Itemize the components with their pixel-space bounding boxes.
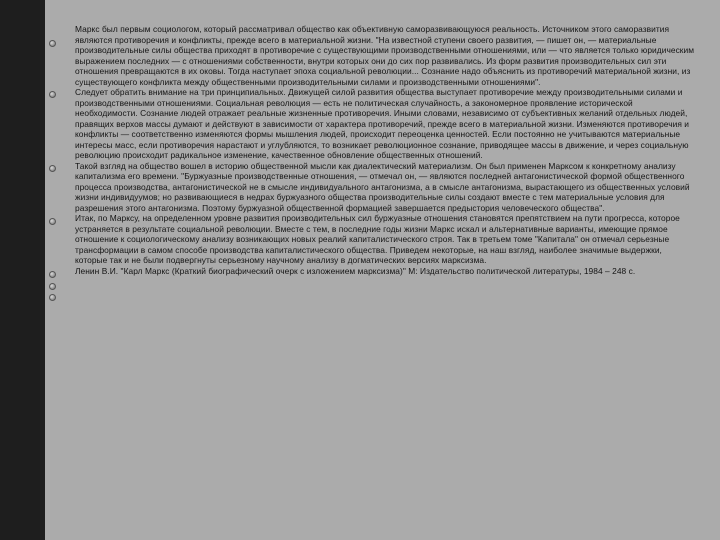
paragraph-text: Такой взгляд на общество вошел в историю общественной мысли как диалектический материализм. Он был применен Марксом к конкретному анализу капитализма его времени. "Буржуазные производственные отношения, — отмечал он, — являются последней антагонистической формой общественного процесса производства, антагонистической не в смысле индивидуального антагонизма, а в смысле антагонизма, вырастающего из общественных условий жизни индивидуумов; но развивающиеся в недрах буржуазного общества производительные силы создают вместе с тем материальные условия для разрешения этого антагонизма. Поэтому буржуазной общественной формацией завершается предыстория человеческого общества". [75,160,690,213]
paragraph-text: Итак, по Марксу, на определенном уровне развития производительных сил буржуазные отношения становятся препятствием на пути прогресса, которое устраняется в результате социальной революции. Вместе с тем, в последние годы жизни Маркс искал и альтернативные варианты, имеющие прямое отношение к социологическому анализу возникающих новых реалий капиталистического строя. Так в третьем томе "Капитала" он отмечал серьезные трансформации в самом способе производства капиталистического общества. Приведем некоторые, на наш взгляд, наиболее значимые выдержки, которые так и не были подвергнуты серьезному научному анализу в догматических версиях марксизма. [75,213,680,265]
list-item-empty [45,276,720,287]
content-panel [45,0,720,540]
list-item [45,87,720,161]
bullet-icon [49,91,56,98]
bullet-list [45,24,720,298]
list-item [45,161,720,214]
bullet-icon [49,40,56,47]
list-item [45,266,720,277]
bullet-icon [49,165,56,172]
paragraph-text: Ленин В.И. "Карл Маркс (Краткий биографический очерк с изложением марксизма)" М: Издательство политической литературы, 1984 – 248 с. [75,265,636,276]
bullet-icon [49,218,56,225]
paragraph-text: Следует обратить внимание на три принципиальных. Движущей силой развития общества выступает противоречие между производительными силами и производственными отношениями. Социальная революция — есть не политическая случайность, а закономерное проявление исторической необходимости. Сознание людей отражает реальные жизненные противоречия. Иными словами, независимо от субъективных желаний отдельных людей, правящих верхов массы думают и действуют в зависимости от характера противоречий, прежде всего в материальной жизни. Изменяются противоречия и конфликты — соответственно изменяются формы мышления людей, происходит переоценка ценностей. Если постоянно не учитываются материальные интересы масс, если противоречия нарастают и углубляются, то возникает революционное сознание, приводящее массы в движение, и через социальную революцию происходит радикальное изменение, качественное обновление общественных отношений. [75,87,690,160]
list-item [45,213,720,266]
bullet-icon [49,294,56,301]
paragraph-text: Маркс был первым социологом, который рассматривал общество как объективную саморазвивающуюся реальность. Источником этого саморазвития являются противоречия и конфликты, прежде всего в материальной жизни. "На известной ступени своего развития, — пишет он, — материальные производительные силы общества приходят в противоречие с существующими производственными отношениями, или — что является только юридическим выражением последних — с отношениями собственности, внутри которых они до сих пор развивались. Из форм развития производительных сил эти отношения превращаются в их оковы. Тогда наступает эпоха социальной революции... Сознание надо объяснить из противоречий материальной жизни, из существующего конфликта между общественными производительными силами и производственными отношениями". [75,24,695,87]
list-item-empty [45,287,720,298]
list-item [45,24,720,87]
